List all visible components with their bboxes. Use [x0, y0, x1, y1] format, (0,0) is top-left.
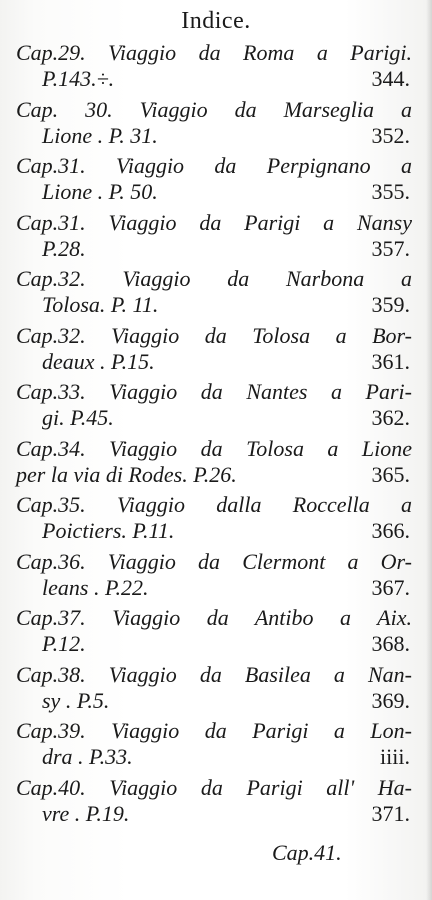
entry-page-number: 344. — [371, 66, 410, 91]
entry-continuation: Lione . P. 50. — [42, 179, 158, 204]
page-title: Indice. — [181, 8, 251, 34]
entry-heading: Cap.31. Viaggio da Parigi a Nansy — [16, 209, 412, 235]
entry-page-number: 365. — [371, 461, 410, 487]
entry-continuation: dra . P.33. — [42, 744, 133, 769]
entry-continuation: P.143.÷. — [42, 66, 115, 91]
entry-continuation: deaux . P.15. — [42, 348, 155, 374]
index-entry — [16, 379, 412, 436]
entry-continuation: P.12. — [42, 631, 86, 656]
entry-heading: Cap.36. Viaggio da Clermont a Or- — [16, 548, 412, 574]
index-entry — [16, 662, 412, 719]
entry-heading: Cap.38. Viaggio da Basilea a Nan- — [16, 661, 412, 687]
entry-continuation: Lione . P. 31. — [42, 122, 158, 148]
entry-page-number: 362. — [371, 405, 410, 430]
entry-continuation: per la via di Rodes. P.26. — [16, 461, 237, 487]
entry-heading: Cap.32. Viaggio da Tolosa a Bor- — [16, 322, 412, 348]
entry-continuation: Tolosa. P. 11. — [42, 292, 159, 317]
index-entry — [16, 323, 412, 380]
entry-heading: Cap. 30. Viaggio da Marseglia a — [16, 96, 412, 122]
entry-heading: Cap.32. Viaggio da Narbona a — [16, 266, 412, 291]
entry-heading: Cap.37. Viaggio da Antibo a Aix. — [16, 605, 412, 630]
entry-page-number: 359. — [371, 292, 410, 317]
entry-page-number: 355. — [371, 179, 410, 204]
entry-heading: Cap.39. Viaggio da Parigi a Lon- — [16, 718, 412, 743]
index-entry — [16, 436, 412, 493]
index-entry — [16, 210, 412, 267]
index-entry — [16, 153, 412, 210]
entry-heading: Cap.34. Viaggio da Tolosa a Lione — [16, 435, 412, 461]
entry-page-number: 367. — [371, 574, 410, 600]
index-entry — [16, 492, 412, 549]
entry-page-number: 369. — [371, 687, 410, 713]
entry-continuation: Poictiers. P.11. — [42, 518, 175, 543]
entry-heading: Cap.33. Viaggio da Nantes a Pari- — [16, 379, 412, 404]
index-list — [16, 40, 412, 831]
entry-continuation: leans . P.22. — [42, 574, 149, 600]
index-entry — [16, 266, 412, 323]
index-entry — [16, 549, 412, 606]
entry-continuation: P.28. — [42, 235, 86, 261]
entry-page-number: 368. — [371, 631, 410, 656]
index-entry — [16, 718, 412, 775]
index-entry — [16, 40, 412, 97]
entry-heading: Cap.35. Viaggio dalla Roccella a — [16, 492, 412, 517]
entry-heading: Cap.40. Viaggio da Parigi all' Ha- — [16, 774, 412, 800]
index-entry — [16, 605, 412, 662]
entry-heading: Cap.31. Viaggio da Perpignano a — [16, 153, 412, 178]
entry-continuation: vre . P.19. — [42, 800, 130, 826]
entry-page-number: 357. — [371, 235, 410, 261]
entry-page-number: 361. — [371, 348, 410, 374]
entry-page-number: 371. — [371, 800, 410, 826]
catchword: Cap.41. — [272, 840, 342, 865]
entry-page-number: iiii. — [380, 744, 410, 769]
entry-continuation: sy . P.5. — [42, 687, 110, 713]
entry-page-number: 366. — [371, 518, 410, 543]
entry-page-number: 352. — [371, 122, 410, 148]
index-entry — [16, 775, 412, 832]
entry-heading: Cap.29. Viaggio da Roma a Parigi. — [16, 40, 412, 65]
entry-continuation: gi. P.45. — [42, 405, 114, 430]
index-entry — [16, 97, 412, 154]
